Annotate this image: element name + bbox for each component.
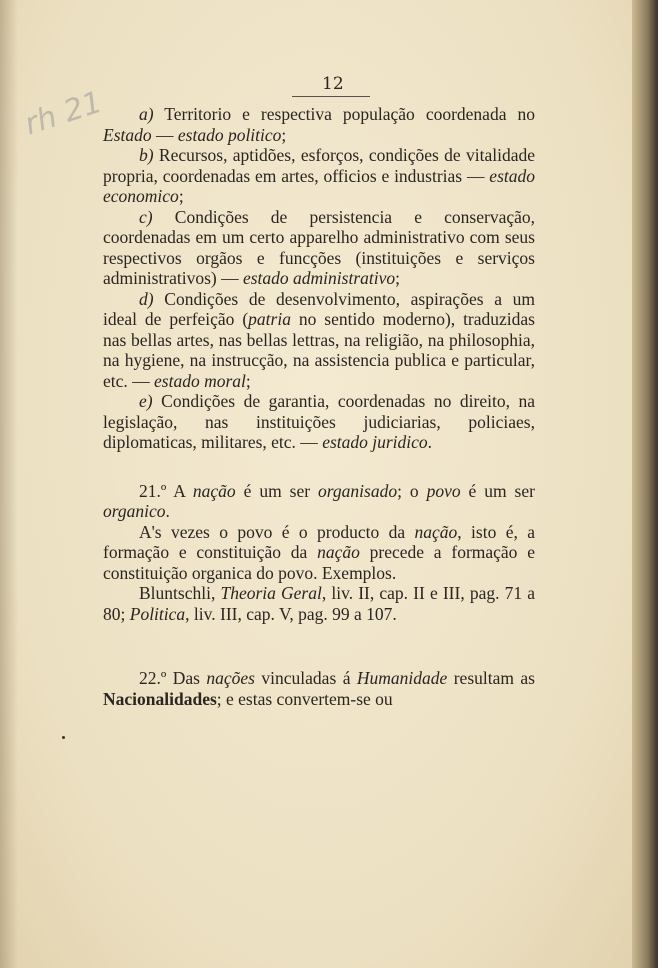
section-21-number: 21.º (139, 480, 167, 501)
item-a: a) Territorio e respectiva população coordenada no Estado — estado politico; (103, 104, 535, 145)
body-text (103, 104, 535, 709)
item-c-marker: c) (139, 206, 153, 227)
pencil-annotation: rh 21 (20, 84, 107, 143)
item-d-marker: d) (139, 288, 154, 309)
ink-speck (62, 736, 65, 739)
item-a-marker: a) (139, 104, 154, 124)
section-21-explanation: A's vezes o povo é o producto da nação, isto é, a formação e constituição da nação precede a formação e constituição organica do povo. Exemplos. (103, 521, 535, 583)
section-21-reference: Bluntschli, Theoria Geral, liv. II, cap. II e III, pag. 71 a 80; Politica, liv. III, cap. V, pag. 99 a 107. (103, 583, 536, 624)
item-b: b) Recursos, aptidões, esforços, condições de vitalidade propria, coordenadas em artes, officios e industrias — estado economico; (103, 145, 536, 206)
item-c: c) Condições de persistencia e conservação, coordenadas em um certo apparelho administrativo com seus respectivos orgãos e funcções (instituições e serviços administrativos) — estado administrativo; (103, 206, 535, 288)
gutter-shadow (0, 0, 18, 968)
item-e-marker: e) (139, 391, 153, 411)
section-21-thesis: 21.º A nação é um ser organisado; o povo é um ser organico. (103, 480, 535, 521)
page-number: 12 (322, 74, 344, 94)
item-e: e) Condições de garantia, coordenadas no direito, na legislação, nas instituições judiciarias, policiaes, diplomaticas, militares, etc. — estado juridico. (103, 391, 536, 452)
page-number-rule (292, 96, 370, 97)
section-22-number: 22.º (139, 668, 167, 688)
item-d: d) Condições de desenvolvimento, aspirações a um ideal de perfeição (patria no sentido moderno), traduzidas nas bellas artes, nas bellas lettras, na religião, na philosophia, na hygiene, na instrucção, na assistencia publica e particular, etc. — estado moral; (103, 288, 536, 391)
item-b-marker: b) (139, 145, 154, 165)
section-22-thesis: 22.º Das nações vinculadas á Humanidade resultam as Nacionalidades; e estas convertem-se ou (103, 668, 535, 709)
page-edge-shadow (632, 0, 658, 968)
